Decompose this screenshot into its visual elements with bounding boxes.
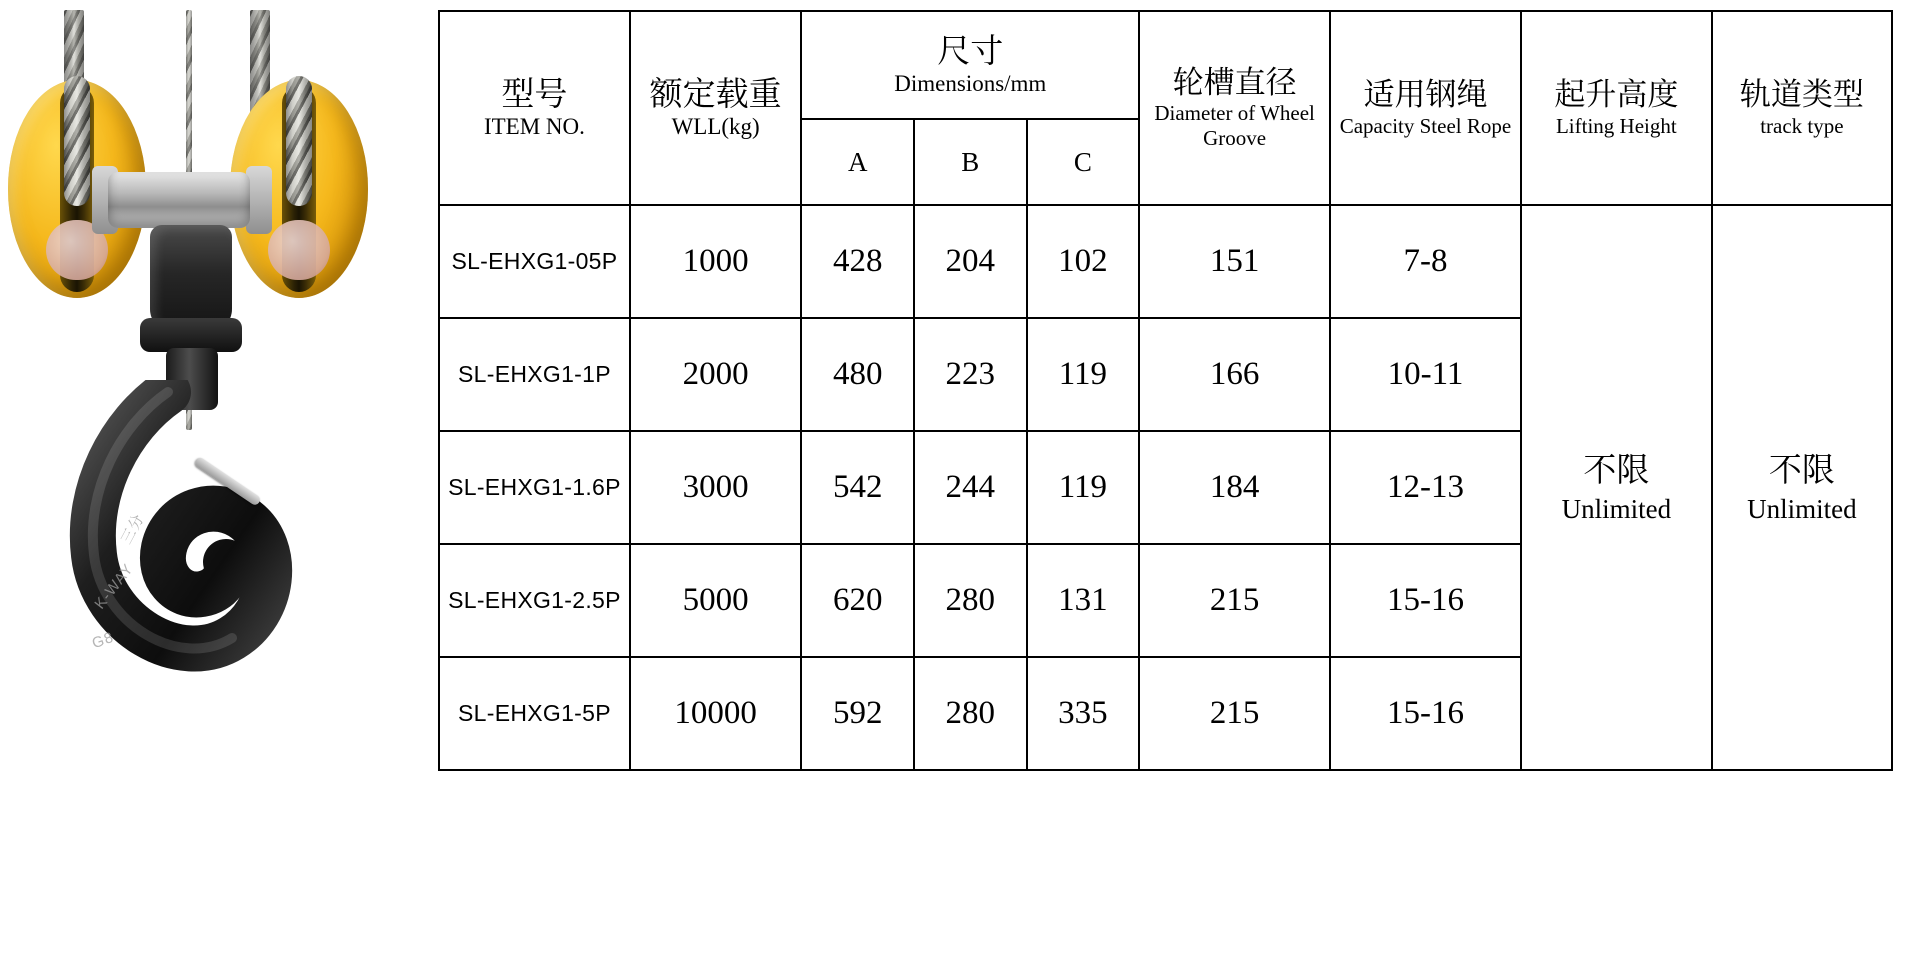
rope-in-groove-right (286, 76, 312, 206)
cell-steel-rope: 10-11 (1330, 318, 1521, 431)
table-row (439, 205, 1892, 318)
header-steel-rope (1330, 11, 1521, 205)
cell-wheel-groove: 166 (1139, 318, 1330, 431)
header-dim-b: B (914, 119, 1027, 205)
header-item-no-cn: 型号 (501, 75, 568, 113)
trolley-axle (108, 172, 250, 228)
cell-track-type-en: Unlimited (1747, 494, 1857, 525)
header-item-no-en: ITEM NO. (483, 114, 585, 140)
cell-dim-c: 131 (1027, 544, 1140, 657)
table-body (439, 205, 1892, 770)
cell-dim-c: 119 (1027, 431, 1140, 544)
header-dimensions-en: Dimensions/mm (894, 71, 1047, 97)
cell-steel-rope: 15-16 (1330, 657, 1521, 770)
header-track-type-en: track type (1760, 113, 1844, 138)
header-wheel-groove-cn: 轮槽直径 (1172, 64, 1297, 100)
header-lifting-height-cn: 起升高度 (1554, 77, 1679, 113)
cell-track-type-merged (1712, 205, 1892, 770)
header-wll-cn: 额定载重 (649, 75, 782, 113)
header-steel-rope-en: Capacity Steel Rope (1339, 113, 1512, 138)
cell-lifting-height-cn: 不限 (1583, 450, 1650, 488)
cell-dim-b: 223 (914, 318, 1027, 431)
header-track-type (1712, 11, 1892, 205)
header-item-no (439, 11, 630, 205)
cell-wheel-groove: 151 (1139, 205, 1330, 318)
cell-dim-b: 244 (914, 431, 1027, 544)
hook-block-body (150, 225, 232, 333)
table-head (439, 11, 1892, 205)
cell-item-no: SL-EHXG1-05P (439, 205, 630, 318)
cell-wll: 3000 (630, 431, 802, 544)
cell-wll: 1000 (630, 205, 802, 318)
header-wheel-groove (1139, 11, 1330, 205)
cell-item-no: SL-EHXG1-5P (439, 657, 630, 770)
cell-lifting-height-en: Unlimited (1561, 494, 1672, 525)
cell-dim-a: 592 (801, 657, 914, 770)
spec-table-pane (430, 0, 1926, 771)
header-row-top (439, 11, 1892, 119)
header-wll-en: WLL(kg) (671, 114, 760, 140)
header-lifting-height-en: Lifting Height (1555, 113, 1677, 138)
cell-wll: 5000 (630, 544, 802, 657)
header-steel-rope-cn: 适用钢绳 (1363, 77, 1488, 113)
specification-table (438, 10, 1893, 771)
cell-wheel-groove: 215 (1139, 544, 1330, 657)
cell-steel-rope: 7-8 (1330, 205, 1521, 318)
hook-stamp-3: G8 (89, 628, 117, 653)
header-lifting-height (1521, 11, 1712, 205)
wheel-side-plate-right (268, 220, 330, 280)
product-photo-pane (0, 0, 430, 967)
cell-item-no: SL-EHXG1-2.5P (439, 544, 630, 657)
header-wheel-groove-en: Diameter of Wheel Groove (1154, 101, 1315, 151)
cell-wll: 2000 (630, 318, 802, 431)
hook-block-illustration (0, 0, 430, 967)
header-dimensions (801, 11, 1139, 119)
hook-stamp-2: K-WAY (91, 560, 138, 613)
cell-dim-b: 280 (914, 657, 1027, 770)
cell-wll: 10000 (630, 657, 802, 770)
hook-collar (140, 318, 242, 352)
header-dim-a: A (801, 119, 914, 205)
cell-dim-c: 335 (1027, 657, 1140, 770)
cell-steel-rope: 15-16 (1330, 544, 1521, 657)
cell-steel-rope: 12-13 (1330, 431, 1521, 544)
cell-dim-b: 280 (914, 544, 1027, 657)
cell-track-type-cn: 不限 (1768, 450, 1835, 488)
cell-item-no: SL-EHXG1-1P (439, 318, 630, 431)
cell-dim-b: 204 (914, 205, 1027, 318)
rope-in-groove-left (64, 76, 90, 206)
cell-wheel-groove: 184 (1139, 431, 1330, 544)
header-dim-c: C (1027, 119, 1140, 205)
cell-wheel-groove: 215 (1139, 657, 1330, 770)
cell-dim-c: 119 (1027, 318, 1140, 431)
cell-lifting-height-merged (1521, 205, 1712, 770)
cell-item-no: SL-EHXG1-1.6P (439, 431, 630, 544)
header-track-type-cn: 轨道类型 (1739, 77, 1864, 113)
header-wll (630, 11, 802, 205)
cell-dim-a: 620 (801, 544, 914, 657)
cell-dim-a: 480 (801, 318, 914, 431)
cell-dim-c: 102 (1027, 205, 1140, 318)
lifting-hook (60, 380, 360, 730)
hook-stamp-1: 三分 (117, 510, 148, 548)
header-dimensions-cn: 尺寸 (937, 32, 1004, 70)
cell-dim-a: 542 (801, 431, 914, 544)
cell-dim-a: 428 (801, 205, 914, 318)
